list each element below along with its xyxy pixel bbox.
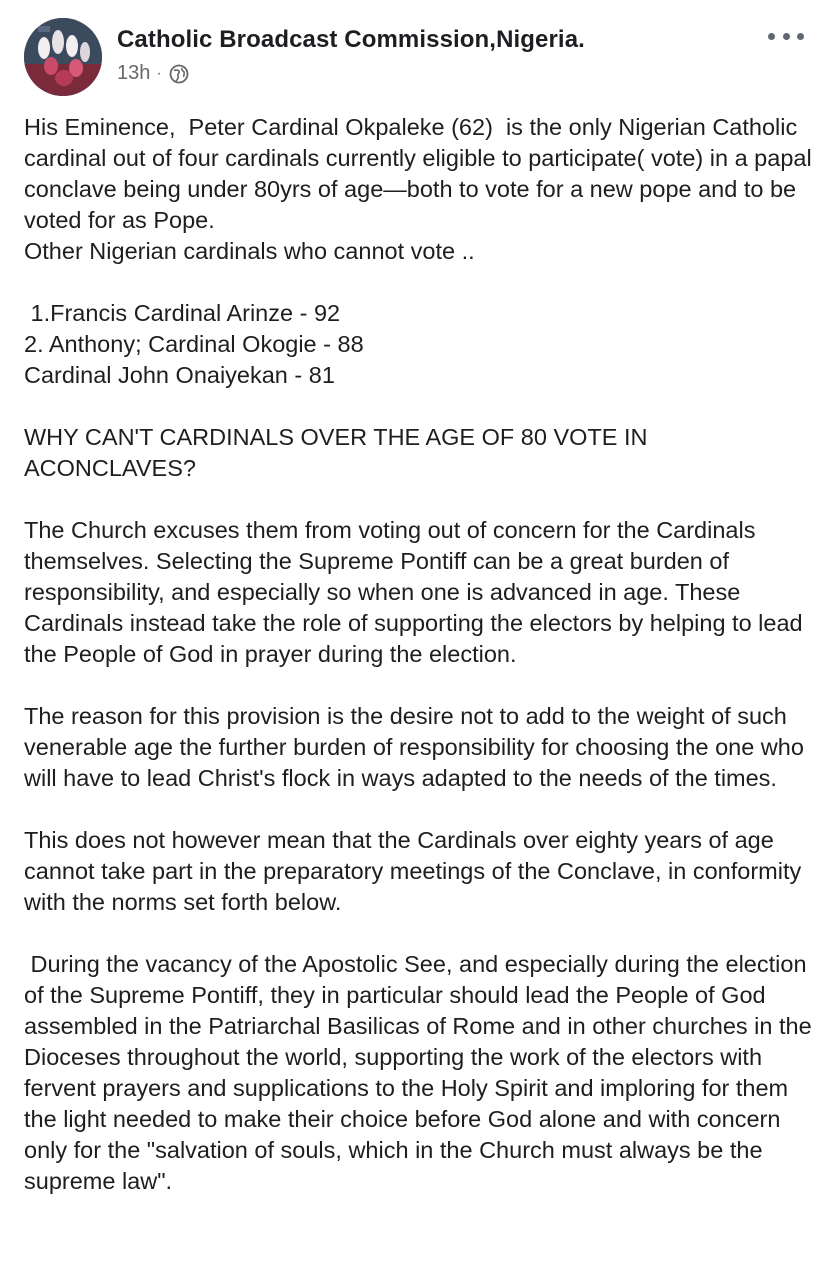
page-avatar[interactable] bbox=[24, 18, 102, 96]
more-dot bbox=[783, 33, 790, 40]
post-meta bbox=[117, 62, 190, 85]
post-paragraph-intro: His Eminence, Peter Cardinal Okpaleke (62) is the only Nigerian Catholic cardinal out of four cardinals currently eligible to participate( vote) in a papal conclave being under 80yrs of age—both to vote for a new pope and to be voted for as Pope. Other Nigerian cardinals who cannot vote .. bbox=[24, 114, 812, 264]
post-paragraph-question: WHY CAN'T CARDINALS OVER THE AGE OF 80 VOTE IN ACONCLAVES? bbox=[24, 424, 653, 481]
post-timestamp[interactable]: 13h bbox=[117, 62, 151, 84]
avatar-image bbox=[24, 18, 102, 96]
post-paragraph-preparatory: This does not however mean that the Cardinals over eighty years of age cannot take part in the preparatory meetings of the Conclave, in conformity with the norms set forth below. bbox=[24, 827, 808, 915]
post-paragraph-vacancy: During the vacancy of the Apostolic See, and especially during the election of the Supreme Pontiff, they in particular should lead the People of God assembled in the Patriarchal Basilicas of Rome and in other churches in the Dioceses throughout the world, supporting the work of the electors with fervent prayers and supplications to the Holy Spirit and imploring for them the light needed to make their choice before God alone and with concern only for the "salvation of souls, which in the Church must always be the supreme law". bbox=[24, 951, 819, 1194]
more-dot bbox=[797, 33, 804, 40]
post-body bbox=[24, 112, 819, 1228]
post-paragraph-church-excuses: The Church excuses them from voting out of concern for the Cardinals themselves. Selecting the Supreme Pontiff can be a great burden of responsibility, and especially so when one is advanced in age. These Cardinals instead take the role of supporting the electors by helping to lead the People of God in prayer during the election. bbox=[24, 517, 810, 667]
more-options-icon[interactable] bbox=[768, 26, 804, 46]
page-name[interactable]: Catholic Broadcast Commission,Nigeria. bbox=[117, 26, 585, 53]
post-paragraph-reason: The reason for this provision is the desire not to add to the weight of such venerable age the further burden of responsibility for choosing the one who will have to lead Christ's flock in ways adapted to the needs of the times. bbox=[24, 703, 811, 791]
more-dot bbox=[768, 33, 775, 40]
post-header bbox=[0, 0, 830, 100]
globe-icon bbox=[168, 63, 190, 85]
meta-separator: · bbox=[156, 64, 162, 82]
post-paragraph-cardinals-list: 1.Francis Cardinal Arinze - 92 2. Anthony; Cardinal Okogie - 88 Cardinal John Onaiyekan - 81 bbox=[24, 300, 364, 388]
